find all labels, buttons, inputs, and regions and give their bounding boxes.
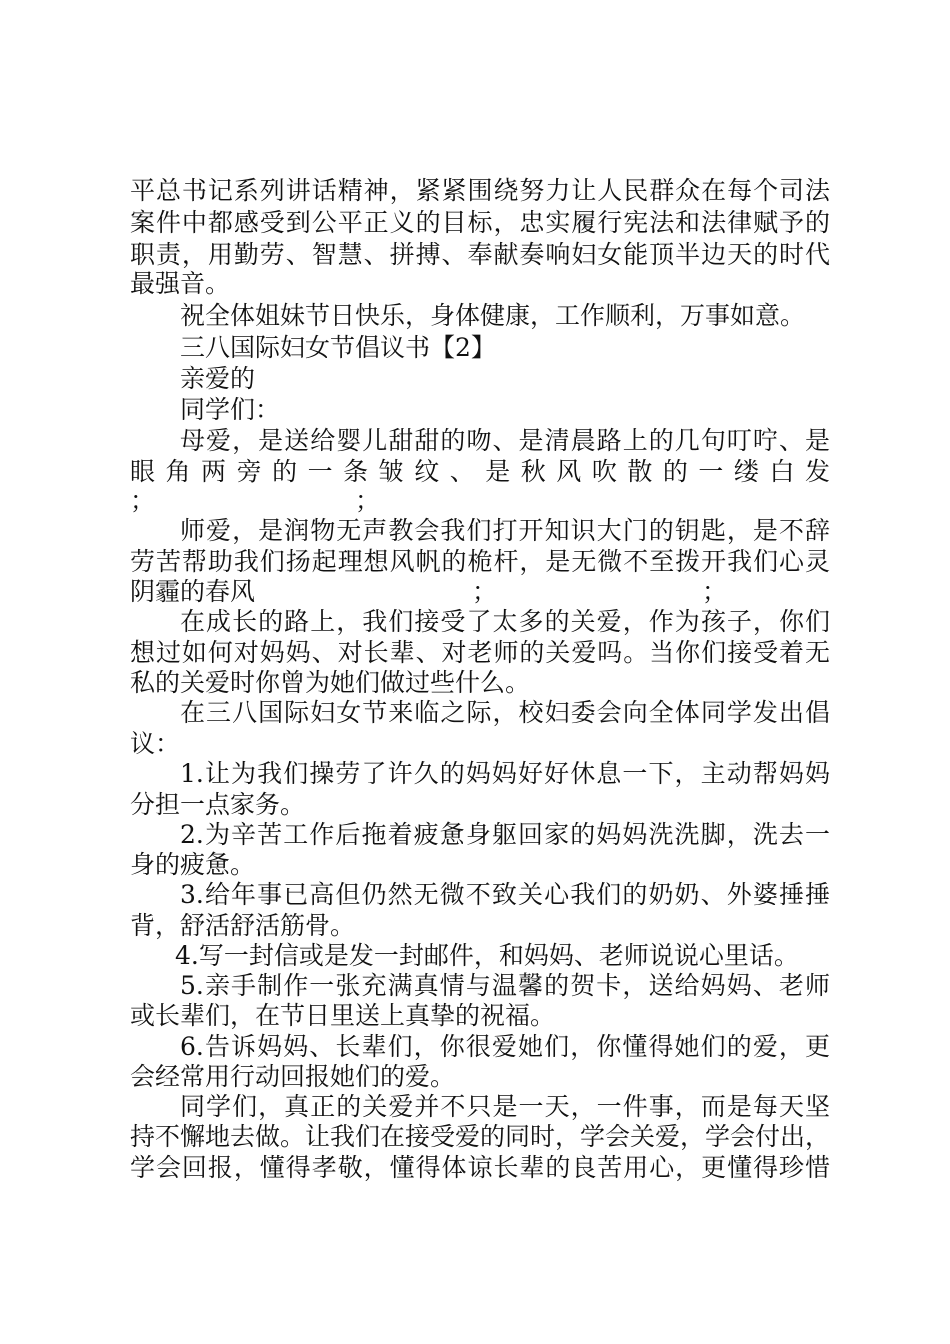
paragraph-line: 眼角两旁的一条皱纹、是秋风吹散的一缕白发 — [130, 457, 830, 486]
paragraph-line: 最强音。 — [130, 269, 231, 298]
list-item-line: 5.亲手制作一张充满真情与温馨的贺卡，送给妈妈、老师 — [180, 971, 830, 1000]
paragraph-line: 阴霾的春风 — [130, 577, 256, 606]
list-item-line: 会经常用行动回报她们的爱。 — [130, 1062, 456, 1091]
semicolon-mark: ； — [702, 577, 728, 606]
list-item-line: 1.让为我们操劳了许久的妈妈好好休息一下，主动帮妈妈 — [180, 759, 830, 788]
semicolon-mark: ； — [130, 486, 156, 515]
paragraph-line: 平总书记系列讲话精神，紧紧围绕努力让人民群众在每个司法 — [130, 176, 830, 205]
paragraph-line: 在三八国际妇女节来临之际，校妇委会向全体同学发出倡 — [180, 698, 830, 727]
semicolon-mark: ； — [355, 486, 381, 515]
list-item-line: 3.给年事已高但仍然无微不致关心我们的奶奶、外婆捶捶 — [180, 880, 830, 909]
paragraph-line: 私的关爱时你曾为她们做过些什么。 — [130, 668, 531, 697]
salutation-line: 亲爱的 — [180, 364, 256, 393]
list-item-line: 背，舒活舒活筋骨。 — [130, 911, 356, 940]
greeting-line: 祝全体姐妹节日快乐，身体健康，工作顺利，万事如意。 — [180, 301, 806, 330]
paragraph-line: 想过如何对妈妈、对长辈、对老师的关爱吗。当你们接受着无 — [130, 638, 830, 667]
semicolon-mark: ； — [472, 577, 498, 606]
section-title: 三八国际妇女节倡议书【2】 — [180, 333, 496, 362]
salutation-line: 同学们： — [180, 395, 281, 424]
paragraph-line: 学会回报，懂得孝敬，懂得体谅长辈的良苦用心，更懂得珍惜 — [130, 1153, 830, 1182]
paragraph-line: 同学们，真正的关爱并不只是一天，一件事，而是每天坚 — [180, 1092, 830, 1121]
paragraph-line: 师爱，是润物无声教会我们打开知识大门的钥匙，是不辞 — [180, 516, 830, 545]
list-item-line: 6.告诉妈妈、长辈们，你很爱她们，你懂得她们的爱，更 — [180, 1032, 830, 1061]
paragraph-line: 职责，用勤劳、智慧、拼搏、奉献奏响妇女能顶半边天的时代 — [130, 240, 830, 269]
paragraph-line: 议： — [130, 729, 181, 758]
list-item-line: 2.为辛苦工作后拖着疲惫身躯回家的妈妈洗洗脚，洗去一 — [180, 820, 830, 849]
list-item-line: 分担一点家务。 — [130, 790, 306, 819]
paragraph-line: 劳苦帮助我们扬起理想风帆的桅杆，是无微不至拨开我们心灵 — [130, 547, 830, 576]
paragraph-line: 案件中都感受到公平正义的目标，忠实履行宪法和法律赋予的 — [130, 208, 830, 237]
list-item-line: 身的疲惫。 — [130, 850, 256, 879]
list-item-line: 4.写一封信或是发一封邮件，和妈妈、老师说说心里话。 — [175, 941, 799, 970]
list-item-line: 或长辈们，在节日里送上真挚的祝福。 — [130, 1001, 556, 1030]
paragraph-line: 在成长的路上，我们接受了太多的关爱，作为孩子，你们 — [180, 607, 830, 636]
paragraph-line: 母爱，是送给婴儿甜甜的吻、是清晨路上的几句叮咛、是 — [180, 426, 830, 455]
paragraph-line: 持不懈地去做。让我们在接受爱的同时，学会关爱，学会付出， — [130, 1122, 831, 1151]
